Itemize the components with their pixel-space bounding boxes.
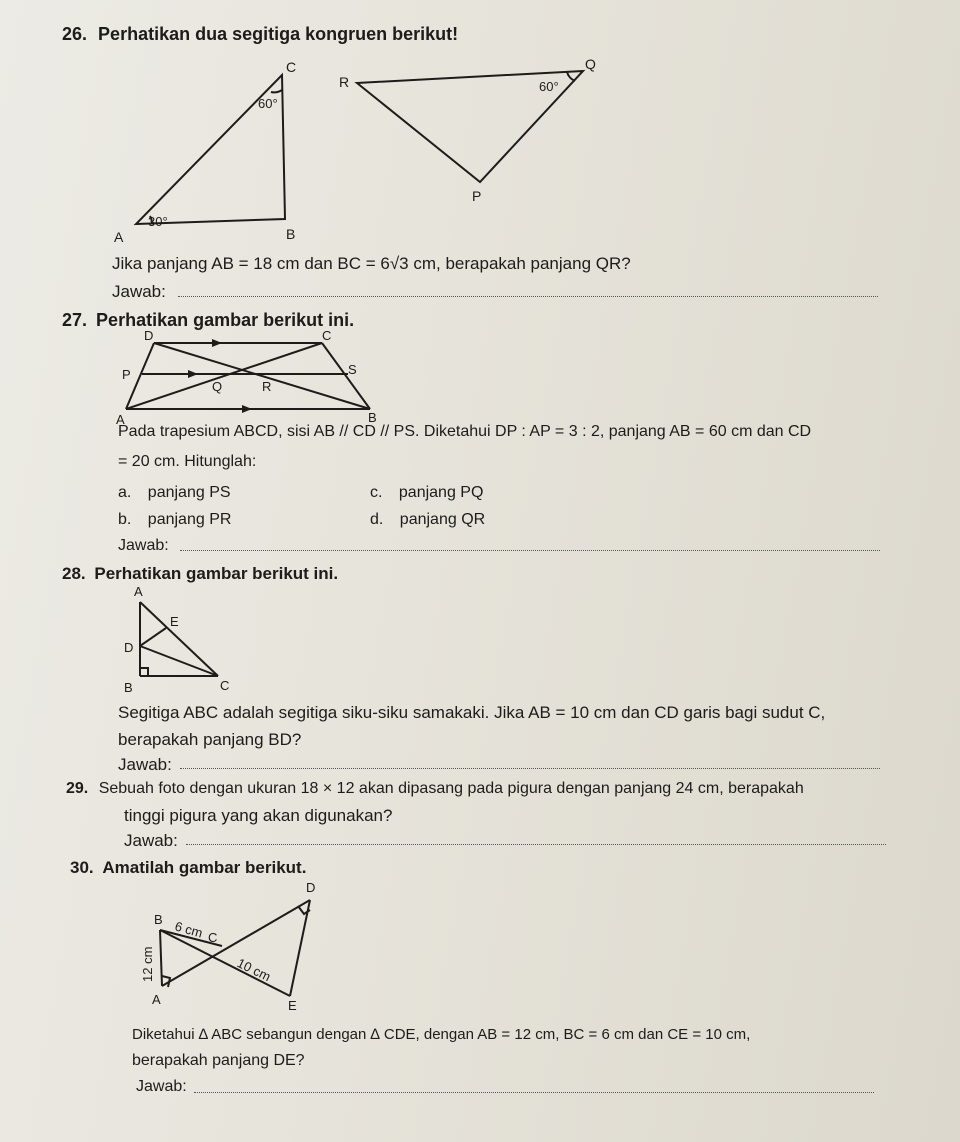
angle-q-arc: [567, 72, 575, 81]
right-angle-b: [140, 668, 148, 676]
q26-title: Perhatikan dua segitiga kongruen berikut!: [98, 24, 459, 44]
arrow-ab: [242, 405, 252, 413]
q27-text-line2: = 20 cm. Hitunglah:: [118, 453, 257, 470]
label-c: C: [208, 930, 218, 945]
q26-answer-label: Jawab:: [112, 282, 166, 301]
item-text: panjang QR: [399, 511, 486, 528]
diagonal-ca: [126, 343, 322, 409]
q26-triangle-pqr-figure: [335, 55, 605, 215]
line-cb: [322, 343, 370, 409]
segment-de: [140, 628, 166, 646]
label-a: A: [134, 584, 143, 599]
q29-number: 29.: [66, 780, 89, 797]
item-text: panjang PR: [147, 511, 232, 528]
q27-heading: [62, 310, 354, 331]
label-b: B: [368, 410, 377, 425]
q27-answer-line[interactable]: [180, 550, 880, 551]
item-letter: b.: [118, 511, 132, 528]
label-s: S: [348, 362, 357, 377]
item-text: panjang PS: [147, 484, 231, 501]
label-a: A: [152, 992, 161, 1007]
arrow-ps: [188, 370, 198, 378]
q26-triangle-abc-figure: [100, 56, 310, 246]
q26-heading: [62, 24, 458, 45]
q28-text-line1: Segitiga ABC adalah segitiga siku-siku samakaki. Jika AB = 10 cm dan CD garis bagi sudut C,: [118, 703, 826, 722]
label-r: R: [339, 74, 350, 90]
q29-text-line2: tinggi pigura yang akan digunakan?: [124, 806, 393, 825]
q27-trapezoid-figure: [112, 328, 392, 427]
q27-text-line1: Pada trapesium ABCD, sisi AB // CD // PS. Diketahui DP : AP = 3 : 2, panjang AB = 60 cm dan CD: [118, 423, 812, 440]
label-c: C: [322, 328, 332, 343]
q30-heading: [70, 858, 306, 878]
q27-item-a: [118, 484, 231, 502]
q30-number: 30.: [70, 858, 94, 877]
angle-a-label: 30°: [148, 214, 168, 229]
label-q: Q: [212, 379, 223, 394]
q27-item-d: [370, 511, 485, 529]
arrow-dc: [212, 339, 222, 347]
q28-triangle-figure: [118, 584, 238, 696]
label-ab-length: 12 cm: [140, 946, 155, 982]
q27-number: 27.: [62, 310, 88, 330]
line-be: [160, 930, 290, 996]
item-text: panjang PQ: [398, 484, 484, 501]
label-c: C: [286, 59, 297, 75]
label-p: P: [122, 367, 131, 382]
item-letter: d.: [370, 511, 384, 528]
label-ce-length: 10 cm: [234, 955, 274, 985]
q27-answer-label: Jawab:: [118, 537, 169, 554]
angle-q-label: 60°: [539, 79, 559, 94]
q29-answer-line[interactable]: [186, 844, 886, 845]
label-e: E: [170, 614, 179, 629]
segment-ab: [160, 930, 162, 986]
q30-answer-label: Jawab:: [136, 1078, 187, 1095]
label-d: D: [306, 880, 316, 895]
q29-line1: [66, 780, 804, 798]
q27-title: Perhatikan gambar berikut ini.: [96, 310, 355, 330]
q27-item-c: [370, 484, 483, 502]
label-c: C: [220, 678, 230, 693]
q26-question: Jika panjang AB = 18 cm dan BC = 6√3 cm, berapakah panjang QR?: [112, 254, 631, 273]
segment-de: [290, 900, 310, 996]
q26-answer-line[interactable]: [178, 296, 878, 297]
q27-item-b: [118, 511, 231, 529]
label-a: A: [116, 412, 125, 427]
label-a: A: [114, 229, 124, 245]
label-d: D: [124, 640, 134, 655]
label-p: P: [472, 188, 482, 204]
label-b: B: [286, 226, 296, 242]
q30-text-line2: berapakah panjang DE?: [132, 1052, 305, 1069]
q29-answer-label: Jawab:: [124, 831, 178, 850]
label-d: D: [144, 328, 154, 343]
label-r: R: [262, 379, 272, 394]
q28-title: Perhatikan gambar berikut ini.: [94, 564, 339, 583]
label-bc-length: 6 cm: [173, 918, 205, 941]
q28-answer-line[interactable]: [180, 768, 880, 769]
label-b: B: [154, 912, 163, 927]
label-b: B: [124, 680, 133, 695]
q28-text-line2: berapakah panjang BD?: [118, 730, 302, 749]
item-letter: a.: [118, 484, 132, 501]
q29-text-line1: Sebuah foto dengan ukuran 18 × 12 akan dipasang pada pigura dengan panjang 24 cm, berapakah: [98, 780, 804, 797]
angle-c-arc: [271, 90, 282, 92]
q28-answer-label: Jawab:: [118, 755, 172, 774]
q28-number: 28.: [62, 564, 86, 583]
q26-number: 26.: [62, 24, 88, 44]
q28-heading: [62, 564, 338, 584]
q30-text-line1: Diketahui ∆ ABC sebangun dengan ∆ CDE, dengan AB = 12 cm, BC = 6 cm dan CE = 10 cm,: [132, 1026, 751, 1043]
q30-answer-line[interactable]: [194, 1092, 874, 1093]
label-q: Q: [585, 56, 596, 72]
angle-c-label: 60°: [258, 96, 278, 111]
bisector-cd: [140, 646, 218, 676]
q30-similar-triangles-figure: [128, 878, 328, 1018]
diagonal-db: [154, 343, 370, 409]
item-letter: c.: [370, 484, 383, 501]
label-e: E: [288, 998, 297, 1013]
q30-title: Amatilah gambar berikut.: [102, 858, 307, 877]
